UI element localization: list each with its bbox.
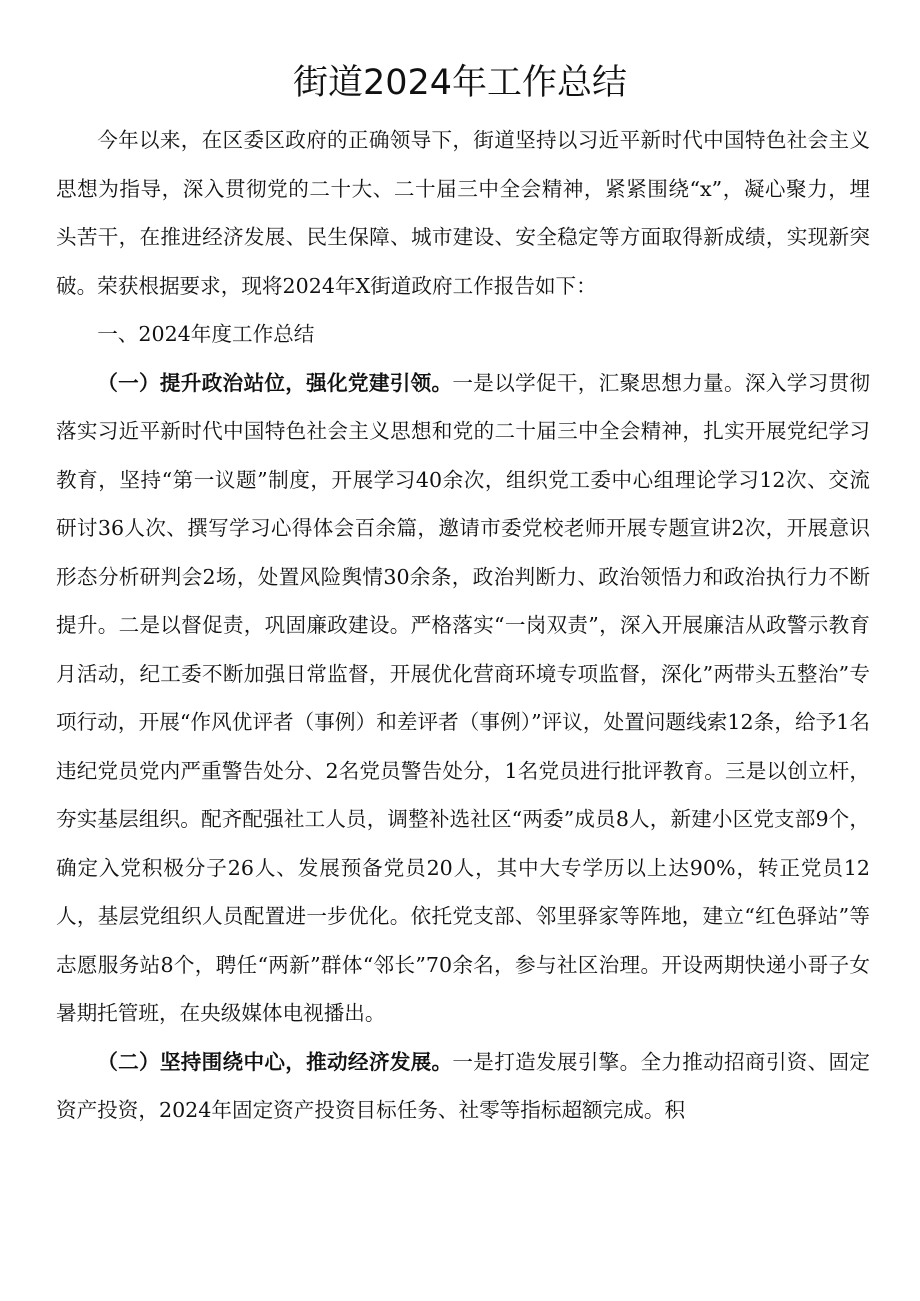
document-title: 街道2024年工作总结 bbox=[292, 63, 628, 103]
subsection-2-heading: （二）坚持围绕中心，推动经济发展。 bbox=[97, 1049, 453, 1074]
section-1-heading: 一、2024年度工作总结 bbox=[97, 322, 315, 346]
subsection-2-body: 一是打造发展引擎。全力推动招商引资、固定资产投资，2024年固定资产投资目标任务、社零等指标超额完成。积 bbox=[56, 1049, 871, 1122]
subsection-1-heading: （一）提升政治站位，强化党建引领。 bbox=[97, 370, 453, 395]
subsection-1-body: 一是以学促干，汇聚思想力量。深入学习贯彻落实习近平新时代中国特色社会主义思想和党的二十届三中全会精神，扎实开展党纪学习教育，坚持“第一议题”制度，开展学习40余次，组织党工委中心组理论学习12次、交流研讨36人次、撰写学习心得体会百余篇，邀请市委党校老师开展专题宣讲2次，开展意识形态分析研判会2场，处置风险舆情30余条，政治判断力、政治领悟力和政治执行力不断提升。二是以督促责，巩固廉政建设。严格落实“一岗双责”，深入开展廉洁从政警示教育月活动，纪工委不断加强日常监督，开展优化营商环境专项监督，深化”两带头五整治”专项行动，开展“作风优评者（事例）和差评者（事例）”评议，处置问题线索12条，给予1名违纪党员党内严重警告处分、2名党员警告处分，1名党员进行批评教育。三是以创立杆，夯实基层组织。配齐配强社工人员，调整补选社区“两委”成员8人，新建小区党支部9个，确定入党积极分子26人、发展预备党员20人，其中大专学历以上达90%，转正党员12人，基层党组织人员配置进一步优化。依托党支部、邻里驿家等阵地，建立“红色驿站”等志愿服务站8个，聘任“两新”群体“邻长”70余名，参与社区治理。开设两期快递小哥子女暑期托管班，在央级媒体电视播出。 bbox=[56, 370, 871, 1025]
subsection-1-paragraph bbox=[56, 359, 870, 1038]
intro-paragraph: 今年以来，在区委区政府的正确领导下，街道坚持以习近平新时代中国特色社会主义思想为指导，深入贯彻党的二十大、二十届三中全会精神，紧紧围绕“x”，凝心聚力，埋头苦干，在推进经济发展、民生保障、城市建设、安全稳定等方面取得新成绩，实现新突破。荣获根据要求，现将2024年X街道政府工作报告如下： bbox=[56, 128, 870, 298]
document-body bbox=[56, 116, 870, 1135]
subsection-2-paragraph bbox=[56, 1038, 870, 1135]
